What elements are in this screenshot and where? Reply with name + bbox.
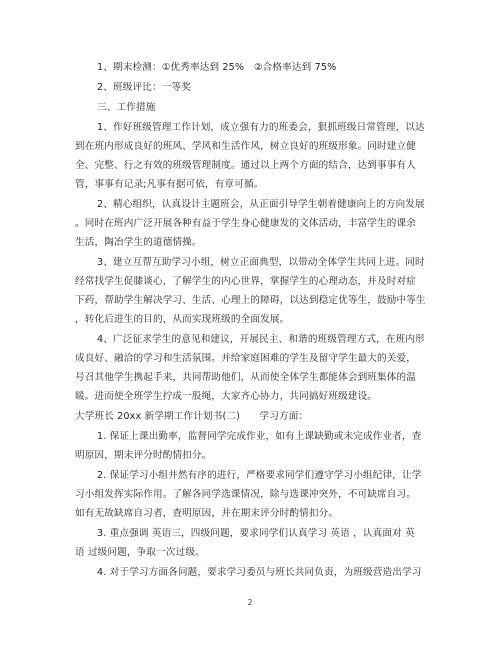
text-line: 1、期末检测：①优秀率达到 25% ②合格率达到 75% bbox=[97, 62, 337, 73]
text-line: 成良好、融洽的学习和生活氛围。并给家庭困难的学生及留守学生最大的关爱， bbox=[75, 353, 417, 364]
subtitle-line: 大学班长 20xx 新学期工作计划书(二) 学习方面： bbox=[75, 411, 309, 422]
text-line: 2. 保证学习小组井然有序的进行，严格要求同学们遵守学习小组纪律，让学 bbox=[97, 470, 422, 481]
text-line: 1、作好班级管理工作计划，成立强有力的班委会，狠抓班级日常管理，以达 bbox=[97, 122, 425, 133]
text-line: ，转化后进生的目的，从而实现班级的全面发展。 bbox=[75, 314, 290, 325]
text-line: 语 过级问题，争取一次过级。 bbox=[75, 547, 205, 558]
text-line: 4. 对于学习方面各问题，要求学习委员与班长共同负责，为班级营造出学习 bbox=[97, 567, 422, 578]
text-line: 4、广泛征求学生的意见和建议，开展民主、和谐的班级管理方式，在班内形 bbox=[97, 334, 425, 345]
text-line: 1. 保证上课出勤率，监督同学完成作业，如有上课缺勤或未完成作业者，查 bbox=[97, 431, 422, 442]
text-line: 管，事事有记录;凡事有据可依，有章可循。 bbox=[75, 179, 264, 190]
page-number: 2 bbox=[247, 598, 253, 607]
text-line: 全、完整、行之有效的班级管理制度。通过以上两个方面的结合，达到事事有人 bbox=[75, 160, 417, 171]
text-line: 习小组发挥实际作用。了解各同学选课情况，除与选课冲突外，不可缺席自习。 bbox=[75, 489, 417, 500]
text-line: 下药，帮助学生解决学习、生活、心理上的障碍，以达到稳定优等生，鼓励中等生 bbox=[75, 295, 426, 306]
text-line: 经常找学生促膝谈心，了解学生的内心世界，掌握学生的心理动态，并及时对症 bbox=[75, 276, 417, 287]
text-line: 2、班级评比：一等奖 bbox=[97, 82, 191, 93]
text-line: 2、精心组织，认真设计主题班会，从正面引导学生朝着健康向上的方向发展 bbox=[97, 199, 425, 210]
text-line: 。同时在班内广泛开展各种有益于学生身心健康发的文体活动，丰富学生的课余 bbox=[75, 218, 417, 229]
text-line: 生活，陶冶学生的道德情操。 bbox=[75, 237, 202, 248]
text-line: 到在班内形成良好的班风、学风和生活作风，树立良好的班级形象。同时建立健 bbox=[75, 141, 417, 152]
text-line: 如有无故缺席自习者，查明原因，并在期末评分时酌情扣分。 bbox=[75, 508, 339, 519]
text-line: 3、建立互帮互助学习小组，树立正面典型，以带动全体学生共同上进。同时 bbox=[97, 257, 425, 268]
text-line: 明原因，期末评分时酌情扣分。 bbox=[75, 450, 212, 461]
text-line: 3. 重点强调 英语三，四级问题，要求同学们认真学习 英语 ，认真面对 英 bbox=[97, 528, 415, 539]
section-heading: 三、工作措施 bbox=[97, 102, 156, 113]
text-line: 号召其他学生携起手来，共同帮助他们，从而使全体学生都能体会到班集体的温 bbox=[75, 372, 417, 383]
text-line: 暖。进而使全班学生拧成一股绳，大家齐心协力，共同搞好班级建设。 bbox=[75, 391, 378, 402]
